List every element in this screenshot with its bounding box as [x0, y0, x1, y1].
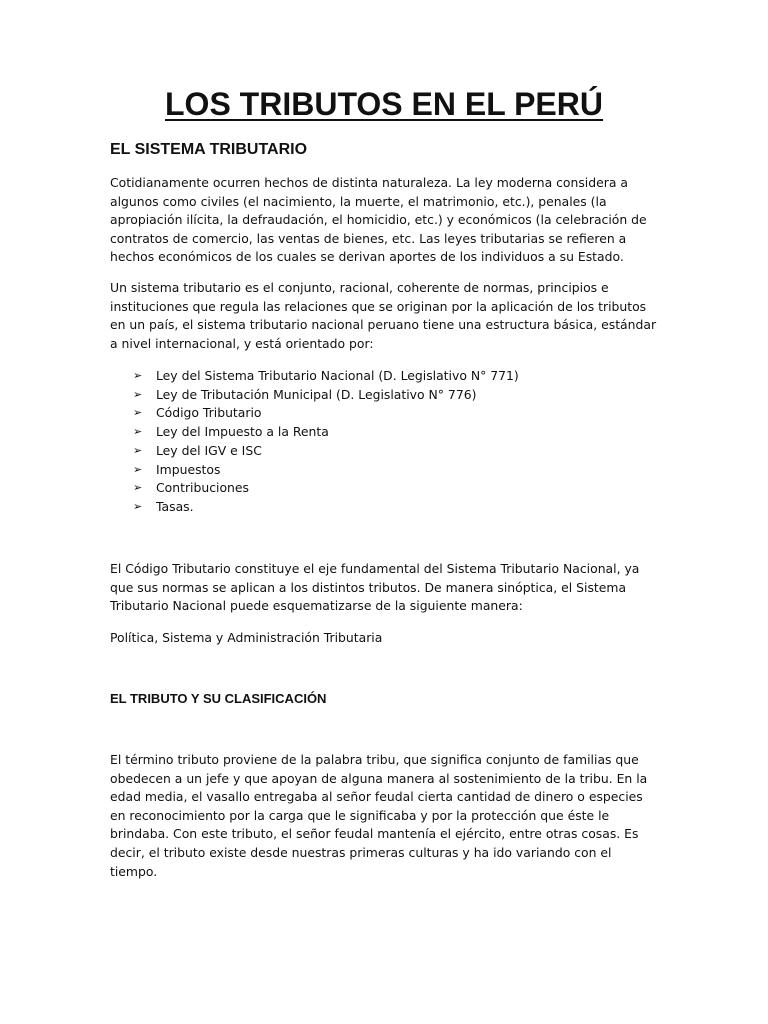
list-item — [110, 461, 519, 480]
list-item-text: Tasas. — [156, 498, 194, 514]
list-item-text: Ley del Sistema Tributario Nacional (D. Legislativo N° 771) — [156, 368, 519, 383]
list-item-text: Ley del IGV e ISC — [156, 442, 262, 458]
arrowhead-bullet-icon: ➢ — [133, 443, 143, 457]
section-heading-tributo-clasificacion: EL TRIBUTO Y SU CLASIFICACIÓN — [110, 691, 327, 706]
list-item-text: Contribuciones — [156, 480, 249, 496]
list-item-text: Ley de Tributación Municipal (D. Legislativo N° 776) — [156, 386, 477, 402]
paragraph-codigo-tributario: El Código Tributario constituye el eje fundamental del Sistema Tributario Nacional, ya que sus normas se aplican a los distintos tributos. De manera sinóptica, el Sistema Tributario Nacional puede esquematizarse de la siguiente manera: — [110, 561, 640, 614]
list-item — [110, 479, 519, 498]
arrowhead-bullet-icon: ➢ — [133, 499, 143, 513]
list-item — [110, 404, 519, 423]
paragraph-termino-tributo: El término tributo proviene de la palabra tribu, que significa conjunto de familias que obedecen a un jefe y que apoyan de alguna manera al sostenimiento de la tribu. En la edad media, el vasallo entregaba al señor feudal cierta cantidad de dinero o especies en reconocimiento por la carga que le significaba y por la protección que éste le brindaba. Con este tributo, el señor feudal mantenía el ejército, entre otras cosas. Es decir, el tributo existe desde nuestras primeras culturas y ha ido variando con el tiempo. — [110, 752, 648, 879]
paragraph-sistema-definicion: Un sistema tributario es el conjunto, racional, coherente de normas, principios e instituciones que regula las relaciones que se originan por la aplicación de los tributos en un país, el sistema tributario nacional peruano tiene una estructura básica, estándar a nivel internacional, y está orientado por: — [110, 280, 657, 351]
document-title-text: LOS TRIBUTOS EN EL PERÚ — [165, 86, 603, 122]
list-item-text: Código Tributario — [156, 405, 262, 421]
section-heading-sistema-tributario: EL SISTEMA TRIBUTARIO — [110, 141, 308, 158]
list-item — [110, 442, 519, 461]
list-item — [110, 367, 519, 386]
list-item — [110, 423, 519, 442]
list-item — [110, 498, 519, 517]
arrowhead-bullet-icon: ➢ — [133, 425, 143, 439]
bullet-list-normas — [110, 367, 519, 517]
list-item — [110, 386, 519, 405]
arrowhead-bullet-icon: ➢ — [133, 369, 143, 382]
arrowhead-bullet-icon: ➢ — [133, 387, 143, 401]
paragraph-politica-sistema: Política, Sistema y Administración Tributaria — [110, 630, 383, 645]
arrowhead-bullet-icon: ➢ — [133, 462, 143, 476]
arrowhead-bullet-icon: ➢ — [133, 406, 143, 420]
document-title — [0, 84, 768, 124]
paragraph-hechos: Cotidianamente ocurren hechos de distinta naturaleza. La ley moderna considera a algunos como civiles (el nacimiento, la muerte, el matrimonio, etc.), penales (la apropiación ilícita, la defraudación, el homicidio, etc.) y económicos (la celebración de contratos de comercio, las ventas de bienes, etc. Las leyes tributarias se refieren a hechos económicos de los cuales se derivan aportes de los individuos a su Estado. — [110, 175, 647, 265]
list-item-text: Ley del Impuesto a la Renta — [156, 424, 329, 440]
arrowhead-bullet-icon: ➢ — [133, 481, 143, 495]
list-item-text: Impuestos — [156, 461, 221, 477]
